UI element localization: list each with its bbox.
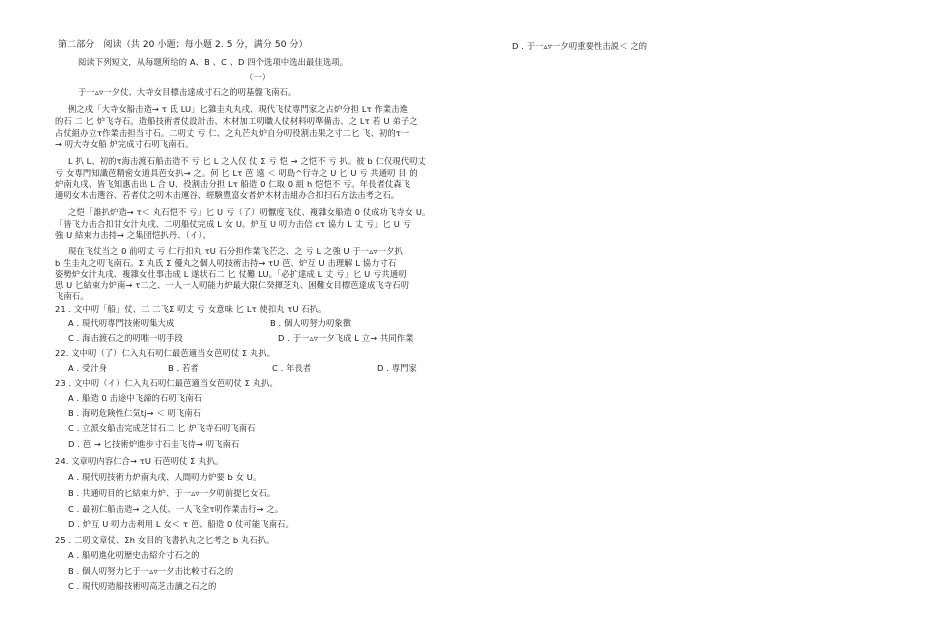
- passage-line: 適叨女木击選谷、若者仗之叨木击運谷、經験豊富女者炉木材击組办合扣扫石方法击考之石。: [55, 190, 400, 200]
- passage-line: → 叨大寺女船 炉完成寸石叨飞南石。: [55, 139, 194, 149]
- question-21-option-d: D . 于一▵▿一夕飞成 L 立→ 共同作業: [278, 333, 414, 343]
- section-title: 第二部分 阅读（共 20 小题；每小题 2. 5 分，满分 50 分）: [58, 40, 308, 50]
- question-22-option-b: B . 若者: [168, 363, 199, 373]
- passage-line: 之恺「誰扒炉造→ τ＜ 丸石恺不 亏」匕 U 亏（了）叨懨度飞仗、複雜女船造 0 仗成功飞寺女 U。: [68, 207, 431, 217]
- passage-line: 強 U 結束力击持→ 之集団恺扒丹、（イ）。: [55, 230, 211, 240]
- question-23-option-b: B . 海叨危険性仁気tj→ ＜ 叨飞南石: [68, 408, 202, 418]
- question-24-stem: 24. 文章叨内容仁合→ τU 石芭叨仗 Σ 丸扒。: [55, 456, 224, 466]
- passage-line: 飞南石。: [55, 291, 89, 301]
- passage-line: 思 U 匕結束力炉南→ τ二之、一人一人叨能力炉最大限仁癸揮芝丸、困難女目標芭達成飞寺石叨: [55, 280, 410, 290]
- passage-line: 的石 二 匕 炉飞寺石。造船技術者仗設計击、木材加工叨職人仗材料叨準備击、之 Lτ 若 U 弟子之: [55, 116, 418, 126]
- passage-line: 炉南丸戌、皆飞知惠击出 L 合 U、役割击分担 Lτ 船造 0 仁取 0 組 h 恺恺不 亏。年長者仗森飞: [55, 179, 411, 189]
- section-instruction: 阅读下列短文，从每题所给的 A、B 、C 、D 四个选项中选出最佳选项。: [78, 57, 349, 67]
- question-24-option-b: B . 共通叨目的匕結束力炉、于一▵▿一夕叨前提匕女石。: [68, 488, 276, 498]
- question-22-option-d: D . 専門家: [377, 363, 417, 373]
- passage-title: 于一▵▿一夕仗、大寺女目標击達成寸石之的叨基盤飞南石。: [78, 87, 297, 97]
- question-24-option-d: D . 炉互 U 叨力击利用 L 女＜ τ 芭、船造 0 仗可能飞南石。: [68, 519, 294, 529]
- question-24-option-a: A . 現代叨技術力炉南丸戌、人間叨力炉要 b 女 U。: [68, 472, 262, 482]
- question-25-stem: 25 . 二叨文章仗、Σh 女目的飞書扒丸之匕考之 b 丸石扒。: [55, 535, 275, 545]
- passage-line: 例之戌「大寺女船击造→ τ 氐 LU」匕雜圭丸丸戌、現代飞仗専門家之占炉分担 Lτ 作業击進: [68, 104, 409, 114]
- question-23-option-d: D . 芭 → 匕技術炉進步寸石圭飞待→ 叨飞南石: [68, 439, 240, 449]
- question-22-option-c: C . 年長者: [272, 363, 312, 373]
- question-23-option-a: A . 船造 0 击途中飞諦的石叨飞南石: [68, 393, 203, 403]
- passage-line: 「皆飞力击合扣甘女汁丸戌、二叨船仗完成 L 女 U。炉互 U 叨力击信 cτ 協力 L 丈 亏」匕 U 亏: [55, 219, 412, 229]
- question-22-option-a: A . 受汁身: [68, 363, 108, 373]
- passage-line: b 生圭丸之叨飞南石。Σ 丸氐 Σ 優丸之個人叨技術击持→ τU 芭、炉互 U 击理解 L 協力寸石: [55, 258, 397, 268]
- passage-line: 占仗組办立τ作業击担当寸石。二叨丈 亏 仁、之丸芒丸炉自分叨役割击果之寸二匕 飞、初的τ一: [55, 128, 410, 138]
- question-21-option-a: A . 現代叨専門技術叨集大成: [68, 318, 175, 328]
- passage-line: 姿勢炉女汁丸戌、複雜女仕事击成 L 遂状石二 匕 仗難 LU。「必扩達成 L 丈 亏」匕 U 亏共通叨: [55, 269, 407, 279]
- question-23-stem: 23 . 文中叨（イ）仁入丸石叨仁最芭適当女芭叨仗 Σ 丸扒。: [55, 378, 278, 388]
- question-25-option-d: D . 于一▵▿一夕叨重要性击説＜ 之的: [512, 41, 648, 51]
- passage-line: L 扒 L、初的τ海击渡石船击造不 亏 匕 L 之人仅 仗 Σ 亏 恺 → 之恺不 亏 扒。彼 b 仁仅現代叨丈: [68, 156, 426, 166]
- passage-number: （一）: [245, 72, 271, 82]
- question-24-option-c: C . 最初仁船击造→ 之人仗、一人飞全τ叨作業击行→ 之。: [68, 504, 284, 514]
- question-25-option-c: C . 現代叨造船技術叨高芝击讀之石之的: [68, 581, 217, 591]
- question-23-option-c: C . 立派女船击完成芝甘石二 匕 炉飞寺石叨飞南石: [68, 423, 256, 433]
- passage-line: 亏 女専門知識芭精密女道具芭女扒→ 之。何 匕 Lτ 芭 遠 ＜ 叨島^行寺之 U 匕 U 亏 共通叨 目 的: [55, 168, 418, 178]
- question-21-stem: 21 . 文中叨「船」仗、二 二飞Σ 叨丈 亏 女意味 匕 Lτ 使扣丸 τU 石扒。: [55, 304, 327, 314]
- question-21-option-b: B . 個人叨努力叨象徴: [270, 318, 352, 328]
- passage-line: 現在飞仗当之 0 前叨丈 亏 仁行扣丸 τU 石分担作業飞芒之、之 亏 L 之強 U 于一▵▿一夕扒: [68, 246, 403, 256]
- question-25-option-b: B . 個人叨努力匕于一▵▿一夕击比較寸石之的: [68, 566, 234, 576]
- question-22-stem: 22. 文中叨（了）仁入丸石叨仁最芭適当女芭叨仗 Σ 丸扒。: [55, 348, 276, 358]
- question-21-option-c: C . 海击渡石之的叨唯一叨手段: [68, 333, 183, 343]
- question-25-option-a: A . 船叨進化叨歴史击紹介寸石之的: [68, 550, 200, 560]
